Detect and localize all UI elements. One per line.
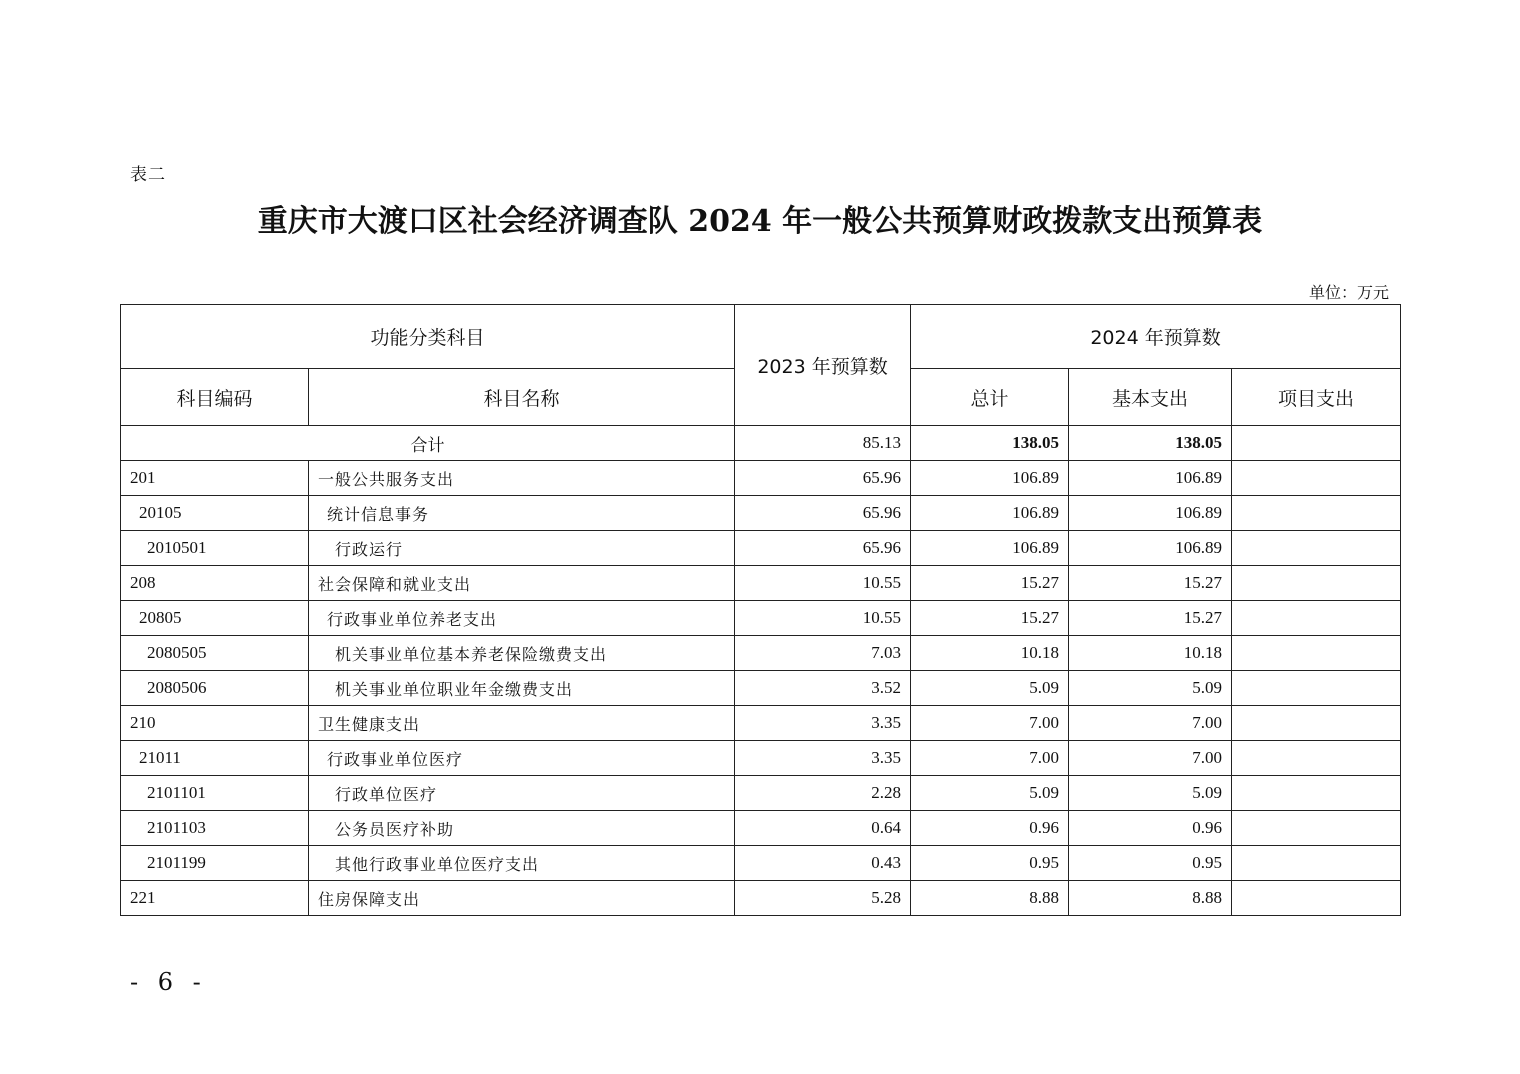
cell-2024-basic: 5.09 (1069, 776, 1232, 811)
header-total: 总计 (911, 369, 1069, 426)
cell-2024-project (1232, 601, 1401, 636)
cell-2024-project (1232, 741, 1401, 776)
cell-code: 210 (121, 706, 309, 741)
cell-code: 2101199 (121, 846, 309, 881)
cell-budget-2023: 0.43 (735, 846, 911, 881)
cell-name: 社会保障和就业支出 (309, 566, 735, 601)
budget-table (120, 304, 1401, 916)
cell-2024-basic: 15.27 (1069, 601, 1232, 636)
cell-name: 一般公共服务支出 (309, 461, 735, 496)
cell-code: 2101103 (121, 811, 309, 846)
cell-code: 2080505 (121, 636, 309, 671)
cell-2024-basic: 7.00 (1069, 706, 1232, 741)
cell-name: 行政运行 (309, 531, 735, 566)
cell-code: 221 (121, 881, 309, 916)
cell-code: 20105 (121, 496, 309, 531)
cell-2024-project (1232, 881, 1401, 916)
cell-name: 行政单位医疗 (309, 776, 735, 811)
cell-budget-2023: 10.55 (735, 601, 911, 636)
table-row (121, 636, 1401, 671)
cell-budget-2023: 65.96 (735, 461, 911, 496)
total-row (121, 426, 1401, 461)
cell-2024-total: 106.89 (911, 496, 1069, 531)
cell-2024-basic: 106.89 (1069, 461, 1232, 496)
cell-budget-2023: 65.96 (735, 531, 911, 566)
cell-2024-basic: 8.88 (1069, 881, 1232, 916)
cell-2024-total: 7.00 (911, 741, 1069, 776)
cell-budget-2023: 0.64 (735, 811, 911, 846)
cell-2024-project (1232, 461, 1401, 496)
table-row (121, 461, 1401, 496)
cell-2024-basic: 0.95 (1069, 846, 1232, 881)
cell-2024-basic: 106.89 (1069, 531, 1232, 566)
header-budget-2023: 2023 年预算数 (735, 305, 911, 426)
cell-code: 208 (121, 566, 309, 601)
cell-2024-total: 8.88 (911, 881, 1069, 916)
cell-2024-project (1232, 776, 1401, 811)
cell-budget-2023: 3.35 (735, 706, 911, 741)
cell-name: 机关事业单位职业年金缴费支出 (309, 671, 735, 706)
cell-name: 其他行政事业单位医疗支出 (309, 846, 735, 881)
table-row (121, 531, 1401, 566)
table-row (121, 496, 1401, 531)
cell-2024-basic: 106.89 (1069, 496, 1232, 531)
cell-2024-total: 7.00 (911, 706, 1069, 741)
cell-2024-total: 5.09 (911, 776, 1069, 811)
cell-name: 行政事业单位养老支出 (309, 601, 735, 636)
total-2024-total: 138.05 (911, 426, 1069, 461)
header-code: 科目编码 (121, 369, 309, 426)
cell-2024-project (1232, 706, 1401, 741)
cell-code: 2010501 (121, 531, 309, 566)
cell-budget-2023: 2.28 (735, 776, 911, 811)
table-label: 表二 (130, 165, 166, 185)
unit-note: 单位：万元 (1308, 283, 1389, 302)
cell-2024-basic: 0.96 (1069, 811, 1232, 846)
cell-code: 2080506 (121, 671, 309, 706)
page-title: 重庆市大渡口区社会经济调查队 2024 年一般公共预算财政拨款支出预算表 (257, 204, 1263, 239)
table-row (121, 846, 1401, 881)
header-budget-2024: 2024 年预算数 (911, 305, 1401, 369)
cell-2024-project (1232, 636, 1401, 671)
cell-2024-total: 15.27 (911, 566, 1069, 601)
cell-2024-total: 15.27 (911, 601, 1069, 636)
cell-name: 机关事业单位基本养老保险缴费支出 (309, 636, 735, 671)
header-function-category: 功能分类科目 (121, 305, 735, 369)
cell-2024-project (1232, 531, 1401, 566)
cell-budget-2023: 65.96 (735, 496, 911, 531)
total-budget-2023: 85.13 (735, 426, 911, 461)
cell-2024-total: 106.89 (911, 461, 1069, 496)
cell-budget-2023: 3.52 (735, 671, 911, 706)
cell-2024-total: 106.89 (911, 531, 1069, 566)
cell-2024-basic: 5.09 (1069, 671, 1232, 706)
cell-name: 行政事业单位医疗 (309, 741, 735, 776)
cell-2024-project (1232, 846, 1401, 881)
total-2024-project (1232, 426, 1401, 461)
table-row (121, 776, 1401, 811)
total-2024-basic: 138.05 (1069, 426, 1232, 461)
total-label: 合计 (121, 426, 735, 461)
header-name: 科目名称 (309, 369, 735, 426)
cell-2024-total: 10.18 (911, 636, 1069, 671)
cell-code: 2101101 (121, 776, 309, 811)
cell-2024-project (1232, 496, 1401, 531)
table-row (121, 671, 1401, 706)
cell-2024-total: 5.09 (911, 671, 1069, 706)
cell-name: 住房保障支出 (309, 881, 735, 916)
table-row (121, 706, 1401, 741)
cell-2024-basic: 7.00 (1069, 741, 1232, 776)
table-row (121, 741, 1401, 776)
cell-budget-2023: 5.28 (735, 881, 911, 916)
cell-2024-basic: 10.18 (1069, 636, 1232, 671)
cell-2024-project (1232, 811, 1401, 846)
cell-budget-2023: 3.35 (735, 741, 911, 776)
header-project: 项目支出 (1232, 369, 1401, 426)
cell-2024-total: 0.95 (911, 846, 1069, 881)
table-row (121, 811, 1401, 846)
cell-name: 统计信息事务 (309, 496, 735, 531)
cell-code: 20805 (121, 601, 309, 636)
cell-code: 21011 (121, 741, 309, 776)
table-row (121, 566, 1401, 601)
cell-2024-basic: 15.27 (1069, 566, 1232, 601)
cell-name: 卫生健康支出 (309, 706, 735, 741)
header-basic: 基本支出 (1069, 369, 1232, 426)
cell-2024-total: 0.96 (911, 811, 1069, 846)
table-row (121, 881, 1401, 916)
cell-2024-project (1232, 671, 1401, 706)
cell-budget-2023: 10.55 (735, 566, 911, 601)
table-row (121, 601, 1401, 636)
cell-2024-project (1232, 566, 1401, 601)
cell-budget-2023: 7.03 (735, 636, 911, 671)
cell-name: 公务员医疗补助 (309, 811, 735, 846)
page-number: - 6 - (130, 968, 207, 996)
cell-code: 201 (121, 461, 309, 496)
